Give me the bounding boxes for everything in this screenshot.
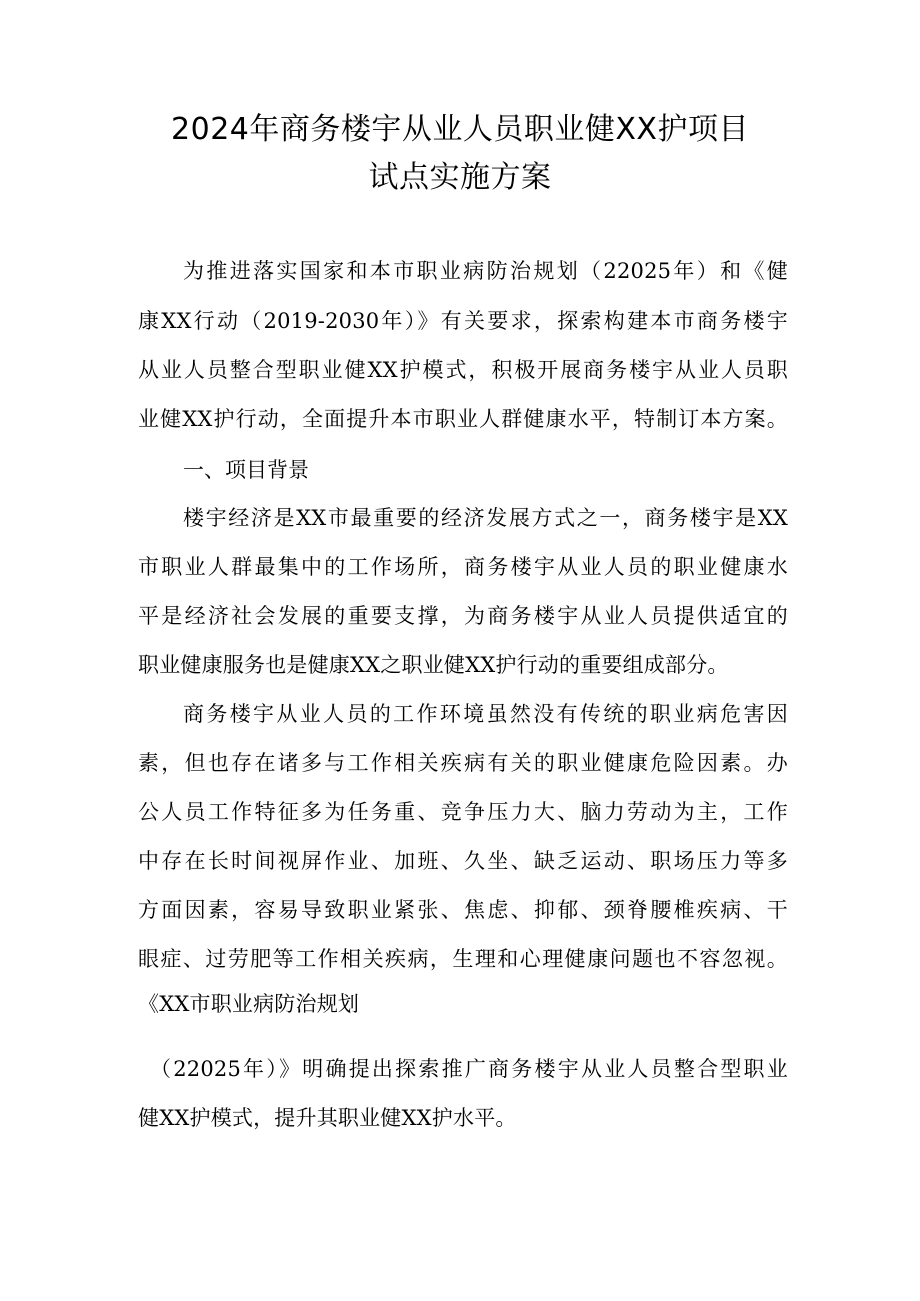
paragraph-4-line-1: （22025年）》明确提出探索推广商务楼宇从业人员整合型职业 [150,1057,788,1081]
paragraph-3-line-6: 眼症、过劳肥等工作相关疾病，生理和心理健康问题也不容忽视。 [138,947,788,971]
paragraph-2-line-3: 平是经济社会发展的重要支撑，为商务楼宇从业人员提供适宜的 [138,604,788,628]
paragraph-3-line-1: 商务楼宇从业人员的工作环境虽然没有传统的职业病危害因 [183,702,788,726]
paragraph-4-line-2: 健XX护模式，提升其职业健XX护水平。 [138,1106,517,1130]
paragraph-1-line-4: 业健XX护行动，全面提升本市职业人群健康水平，特制订本方案。 [138,407,788,431]
document-title-line-2: 试点实施方案 [368,160,552,195]
paragraph-2-line-1: 楼宇经济是XX市最重要的经济发展方式之一，商务楼宇是XX [183,506,788,530]
paragraph-3-line-2: 素，但也存在诸多与工作相关疾病有关的职业健康危险因素。办 [138,751,788,775]
section-1-heading: 一、项目背景 [183,458,309,482]
paragraph-1-line-2: 康XX行动（2019-2030年）》有关要求，探索构建本市商务楼宇 [138,309,788,333]
paragraph-2-line-4: 职业健康服务也是健康XX之职业健XX护行动的重要组成部分。 [138,653,729,677]
paragraph-3-line-5: 方面因素，容易导致职业紧张、焦虑、抑郁、颈脊腰椎疾病、干 [138,898,788,922]
paragraph-3-line-7: 《XX市职业病防治规划 [138,992,360,1016]
paragraph-1-line-3: 从业人员整合型职业健XX护模式，积极开展商务楼宇从业人员职 [138,358,788,382]
paragraph-2-line-2: 市职业人群最集中的工作场所，商务楼宇从业人员的职业健康水 [138,555,788,579]
paragraph-3-line-4: 中存在长时间视屏作业、加班、久坐、缺乏运动、职场压力等多 [138,849,788,873]
document-title-line-1: 2024年商务楼宇从业人员职业健XX护项目 [171,112,749,147]
paragraph-1-line-1: 为推进落实国家和本市职业病防治规划（22025年）和《健 [183,259,788,283]
paragraph-3-line-3: 公人员工作特征多为任务重、竞争压力大、脑力劳动为主，工作 [138,800,788,824]
